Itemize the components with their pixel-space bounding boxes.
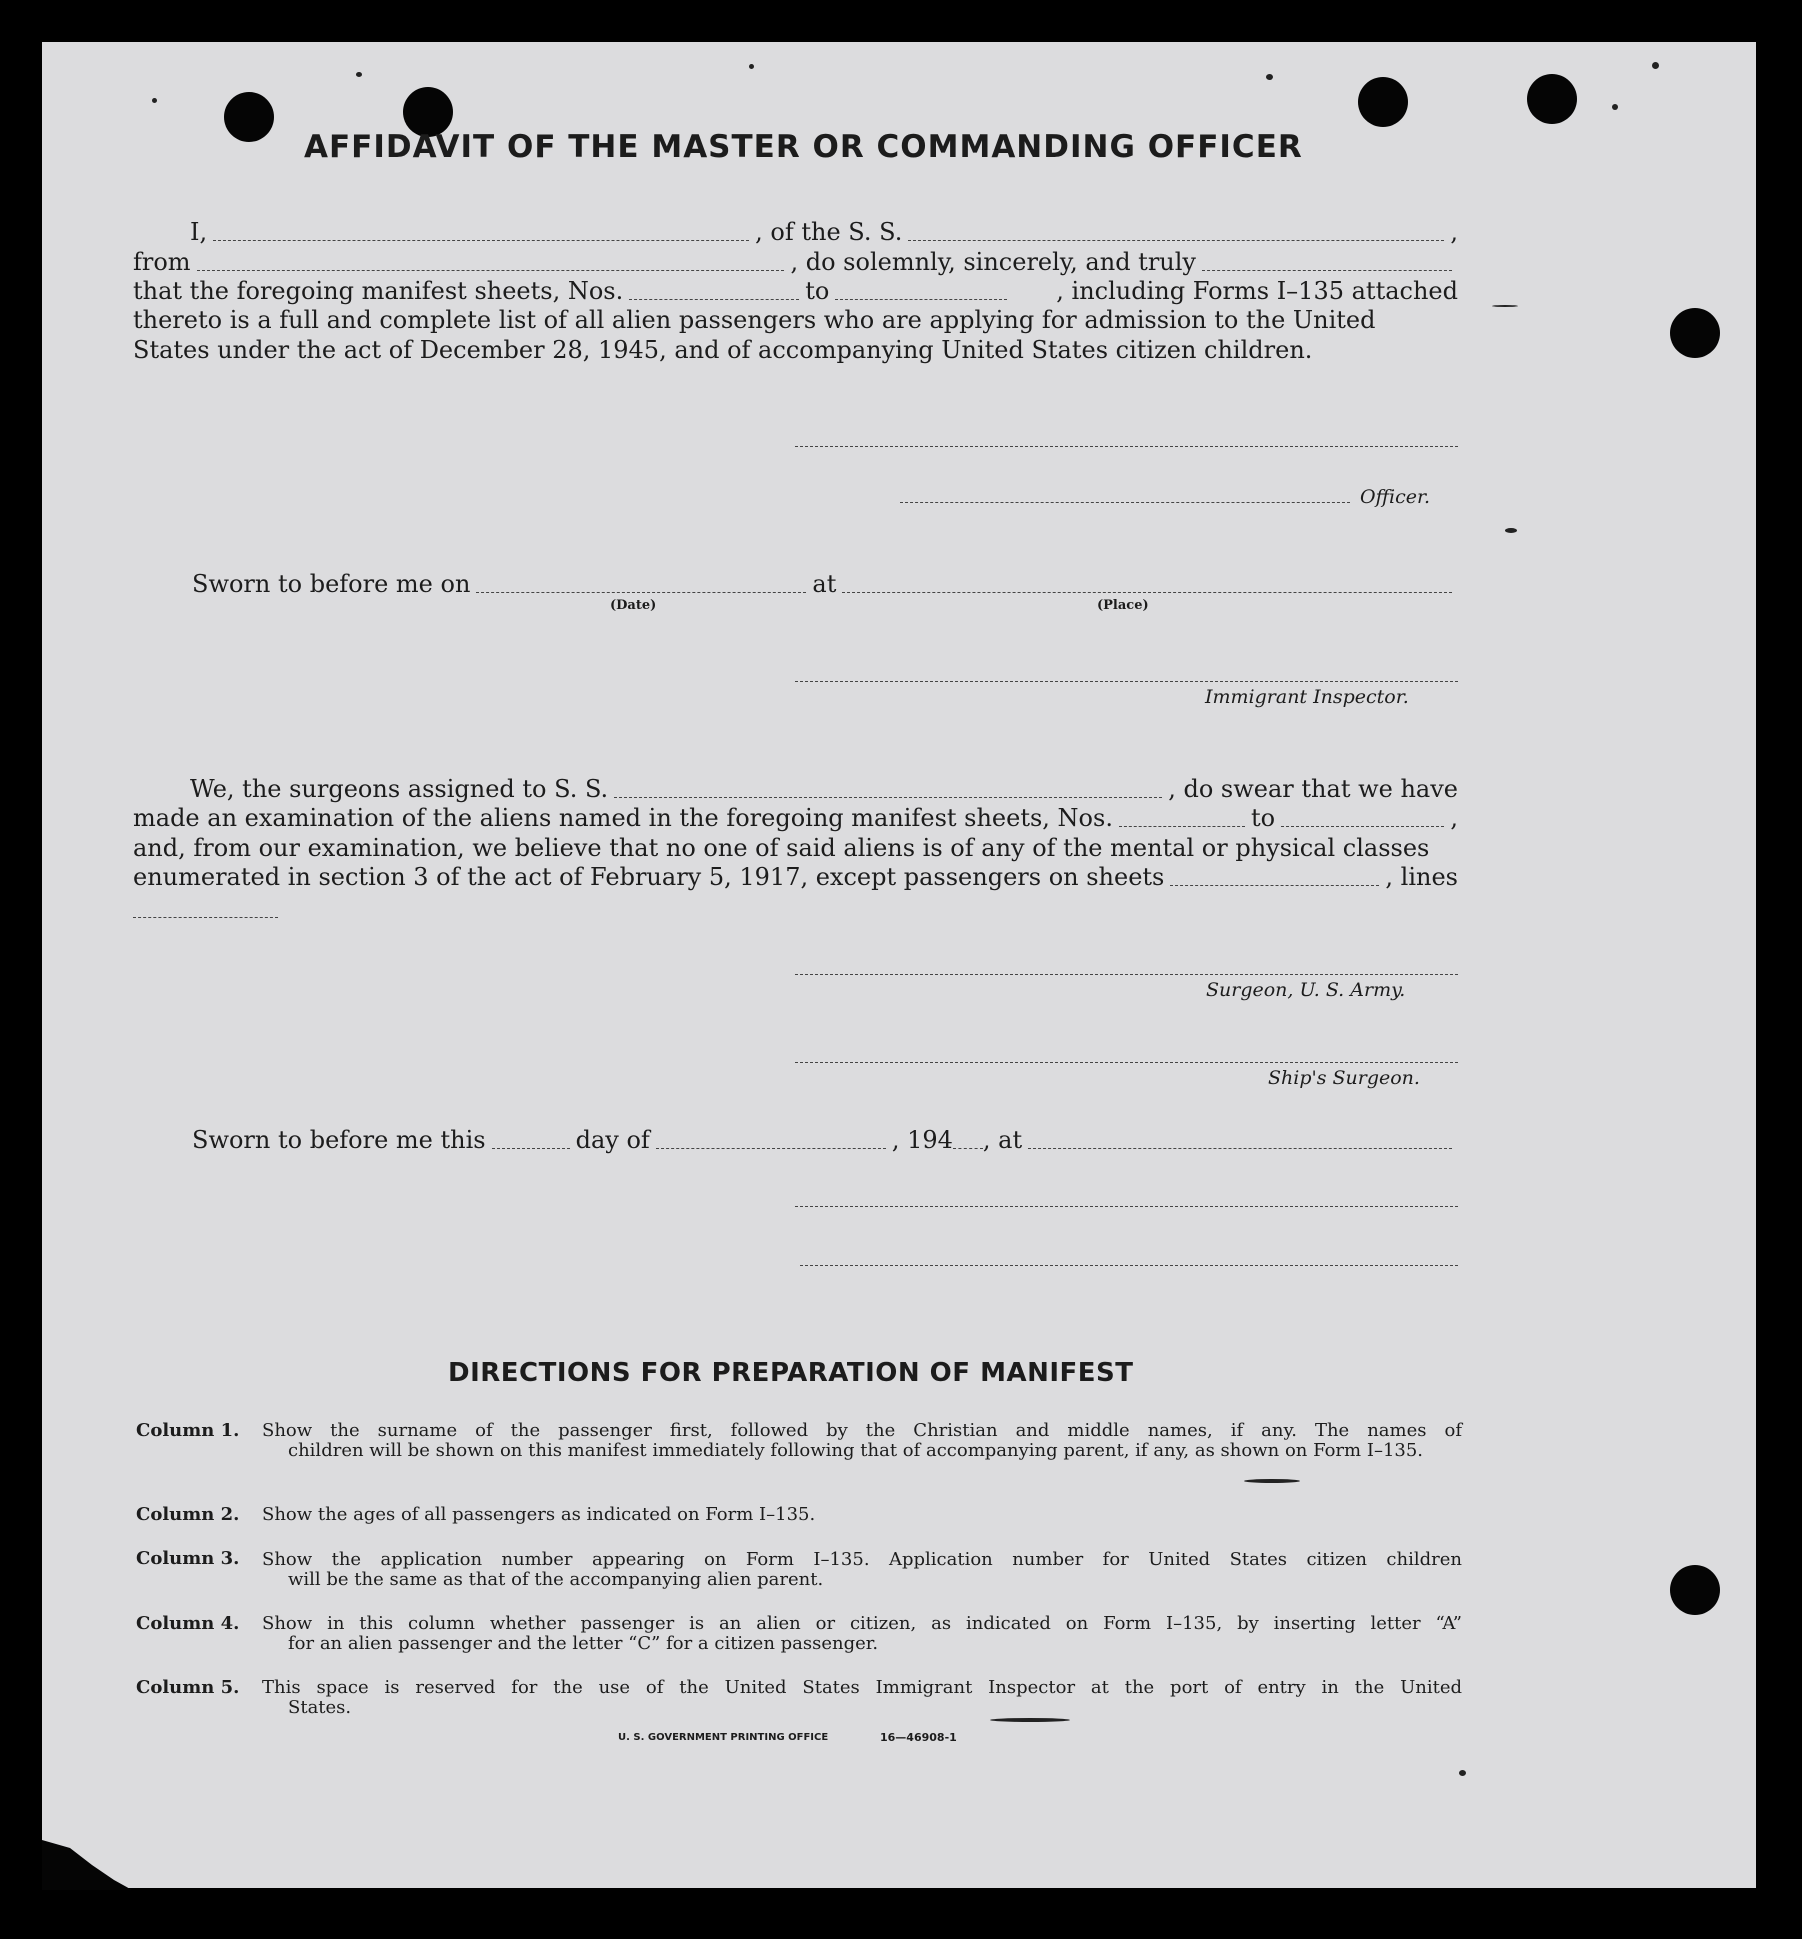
torn-corner: [42, 1820, 132, 1890]
page-title: AFFIDAVIT OF THE MASTER OR COMMANDING OFFICER: [304, 129, 1303, 165]
speck: [1244, 1479, 1300, 1483]
speck: [1266, 74, 1273, 80]
text: , do swear that we have: [1168, 775, 1458, 803]
sworn-line-1: [192, 570, 1458, 599]
speck: [1459, 1770, 1466, 1776]
column-text-line: Show in this column whether passenger is an alien or citizen, as indicated on Form I–135, by inserting letter “A”: [262, 1613, 1462, 1634]
column-text-rest: children will be shown on this manifest immediately following that of accompanying parent, if any, as shown on Form I–135.: [288, 1440, 1424, 1461]
text: Sworn to before me on: [192, 570, 471, 598]
text: , lines: [1385, 863, 1458, 891]
signature-line[interactable]: [795, 1205, 1458, 1207]
sworn-date-field[interactable]: [476, 591, 806, 593]
surgeon-ship-field[interactable]: [614, 796, 1162, 798]
army-surgeon-caption: Surgeon, U. S. Army.: [1206, 979, 1406, 1001]
directions-title: DIRECTIONS FOR PREPARATION OF MANIFEST: [448, 1358, 1134, 1388]
ship-surgeon-caption: Ship's Surgeon.: [1268, 1067, 1420, 1089]
inspector-caption: Immigrant Inspector.: [1205, 686, 1409, 708]
master-signature-line[interactable]: [795, 445, 1458, 447]
affidavit-line-2: [133, 248, 1458, 277]
master-name-field[interactable]: [213, 239, 749, 241]
speck: [1612, 104, 1618, 110]
surgeons-line-3: and, from our examination, we believe that no one of said aliens is of any of the mental or physical classes: [133, 834, 1430, 862]
text: to: [805, 277, 830, 305]
printer-imprint: U. S. GOVERNMENT PRINTING OFFICE: [618, 1732, 829, 1743]
form-code: 16—46908-1: [880, 1731, 957, 1744]
speck: [1652, 62, 1659, 69]
officer-caption: Officer.: [1360, 486, 1431, 508]
text: I,: [190, 218, 208, 246]
ship-name-field[interactable]: [908, 239, 1444, 241]
exam-sheet-from-field[interactable]: [1119, 825, 1245, 827]
column-text: [262, 1421, 1462, 1461]
sworn-month-field[interactable]: [656, 1147, 886, 1149]
column-label: Column 3.: [136, 1548, 240, 1569]
sheet-to-field[interactable]: [835, 298, 1007, 300]
column-text-line: This space is reserved for the use of the United States Immigrant Inspector at the port of entry in the United: [262, 1677, 1462, 1698]
text: that the foregoing manifest sheets, Nos.: [133, 277, 624, 305]
text: , including Forms I–135 attached: [1056, 277, 1458, 305]
surgeons-line-4: [133, 863, 1458, 892]
text: , do solemnly, sincerely, and truly: [790, 248, 1196, 276]
punch-hole: [1670, 308, 1720, 358]
affidavit-line-3: [133, 277, 1458, 306]
column-text: [262, 1678, 1462, 1718]
column-text: [262, 1505, 1462, 1525]
sworn-day-field[interactable]: [492, 1147, 570, 1149]
speck: [990, 1718, 1070, 1722]
column-label: Column 4.: [136, 1613, 240, 1634]
text: We, the surgeons assigned to S. S.: [190, 775, 609, 803]
sworn-line-2: [192, 1126, 1458, 1155]
date-caption: (Date): [610, 598, 657, 613]
signature-line[interactable]: [800, 1264, 1458, 1266]
text: from: [133, 248, 191, 276]
sworn-year-field[interactable]: [953, 1147, 983, 1149]
sworn-place-field[interactable]: [842, 591, 1452, 593]
punch-hole: [1358, 77, 1408, 127]
column-label: Column 5.: [136, 1677, 240, 1698]
text: made an examination of the aliens named in the foregoing manifest sheets, Nos.: [133, 804, 1113, 832]
punch-hole: [1670, 1565, 1720, 1615]
place-caption: (Place): [1097, 598, 1149, 613]
text: at: [812, 570, 837, 598]
column-text: [262, 1614, 1462, 1654]
text: ,: [1450, 218, 1458, 246]
except-sheets-field[interactable]: [1170, 884, 1379, 886]
surgeons-line-2: [133, 804, 1458, 833]
punch-hole: [224, 92, 274, 142]
text: to: [1250, 804, 1276, 832]
sheet-from-field[interactable]: [629, 298, 799, 300]
except-lines-field[interactable]: [133, 916, 278, 918]
column-text-line: Show the application number appearing on Form I–135. Application number for United States citizen children: [262, 1549, 1462, 1570]
column-label: Column 2.: [136, 1504, 240, 1525]
army-surgeon-signature-line[interactable]: [795, 973, 1458, 975]
text: , at: [982, 1126, 1023, 1154]
text: Sworn to before me this: [192, 1126, 486, 1154]
affidavit-line-1: [190, 218, 1458, 247]
text: , 194: [891, 1126, 953, 1154]
speck: [1492, 305, 1518, 307]
officer-title-line[interactable]: [900, 501, 1350, 503]
affidavit-line-4: thereto is a full and complete list of all alien passengers who are applying for admission to the United: [133, 306, 1376, 334]
sworn2-place-field[interactable]: [1028, 1147, 1452, 1149]
column-text-line: Show the surname of the passenger first, followed by the Christian and middle names, if any. The names of: [262, 1420, 1462, 1441]
text: , of the S. S.: [755, 218, 903, 246]
column-text-rest: will be the same as that of the accompanying alien parent.: [288, 1569, 824, 1590]
column-text-rest: for an alien passenger and the letter “C” for a citizen passenger.: [288, 1633, 879, 1654]
speck: [1505, 528, 1517, 533]
column-label: Column 1.: [136, 1420, 240, 1441]
surgeons-line-1: [190, 775, 1458, 804]
column-text: [262, 1550, 1462, 1590]
speck: [356, 72, 362, 77]
departure-port-field[interactable]: [197, 269, 785, 271]
inspector-signature-line[interactable]: [795, 680, 1458, 682]
exam-sheet-to-field[interactable]: [1281, 825, 1444, 827]
ship-surgeon-signature-line[interactable]: [795, 1061, 1458, 1063]
punch-hole: [1527, 74, 1577, 124]
column-text-line: Show the ages of all passengers as indicated on Form I–135.: [262, 1504, 816, 1525]
speck: [749, 64, 754, 69]
oath-field[interactable]: [1202, 269, 1452, 271]
speck: [152, 98, 157, 103]
text: ,: [1450, 804, 1458, 832]
column-text-rest: States.: [288, 1697, 352, 1718]
text: day of: [575, 1126, 650, 1154]
text: enumerated in section 3 of the act of February 5, 1917, except passengers on sheets: [133, 863, 1165, 891]
affidavit-line-5: States under the act of December 28, 1945, and of accompanying United States citizen children.: [133, 336, 1313, 364]
